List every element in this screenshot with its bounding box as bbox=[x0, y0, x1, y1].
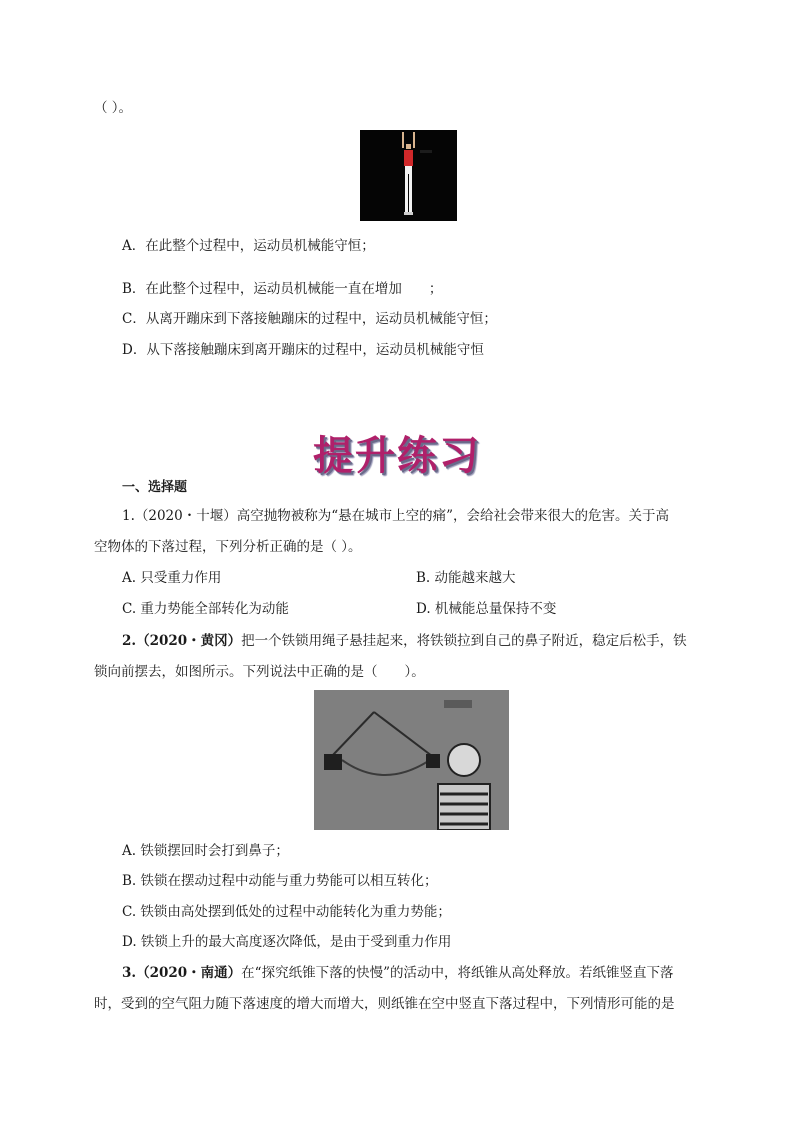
q1-option-a: A. 只受重力作用 bbox=[122, 570, 222, 586]
q3-line1 bbox=[122, 963, 673, 983]
q1-line1: 1.（2020・十堰）高空抛物被称为“悬在城市上空的痛”，会给社会带来很大的危害。关于高 bbox=[122, 508, 670, 524]
q3-text: 在“探究纸锥下落的快慢”的活动中，将纸锥从高处释放。若纸锥竖直下落 bbox=[241, 965, 674, 981]
athlete-figure-icon bbox=[360, 130, 457, 221]
option-b: B．在此整个过程中，运动员机械能一直在增加 ； bbox=[122, 281, 443, 297]
continued-question-end: （ ）。 bbox=[94, 100, 133, 116]
subsection-title: 一、选择题 bbox=[122, 480, 188, 495]
pendulum-lock-image bbox=[314, 690, 509, 830]
pendulum-figure-icon bbox=[314, 690, 509, 830]
q1-option-c: C. 重力势能全部转化为动能 bbox=[122, 601, 289, 617]
q2-option-c: C. 铁锁由高处摆到低处的过程中动能转化为重力势能； bbox=[122, 904, 451, 920]
q1-option-d: D. 机械能总量保持不变 bbox=[416, 601, 557, 617]
q1-option-b: B. 动能越来越大 bbox=[416, 570, 516, 586]
q2-line1 bbox=[122, 631, 687, 651]
q3-source: 3.（2020・南通） bbox=[122, 965, 242, 981]
option-c: C．从离开蹦床到下落接触蹦床的过程中，运动员机械能守恒； bbox=[122, 311, 497, 327]
q2-text: 把一个铁锁用绳子悬挂起来，将铁锁拉到自己的鼻子附近，稳定后松手，铁 bbox=[241, 633, 687, 649]
q3-line2: 时，受到的空气阻力随下落速度的增大而增大，则纸锥在空中竖直下落过程中，下列情形可能的是 bbox=[94, 996, 675, 1012]
q2-source: 2.（2020・黄冈） bbox=[122, 633, 242, 649]
section-heading: 提升练习 bbox=[313, 432, 481, 479]
q2-option-a: A. 铁锁摆回时会打到鼻子； bbox=[122, 843, 289, 859]
q1-line2: 空物体的下落过程，下列分析正确的是（ ）。 bbox=[94, 539, 362, 555]
q2-option-d: D. 铁锁上升的最大高度逐次降低，是由于受到重力作用 bbox=[122, 934, 452, 950]
trampoline-athlete-image bbox=[360, 130, 457, 221]
q2-option-b: B. 铁锁在摆动过程中动能与重力势能可以相互转化； bbox=[122, 873, 438, 889]
option-a: A．在此整个过程中，运动员机械能守恒； bbox=[122, 238, 375, 254]
q2-line2: 锁向前摆去，如图所示。下列说法中正确的是（ ）。 bbox=[94, 664, 425, 680]
option-d: D．从下落接触蹦床到离开蹦床的过程中，运动员机械能守恒 bbox=[122, 342, 484, 358]
